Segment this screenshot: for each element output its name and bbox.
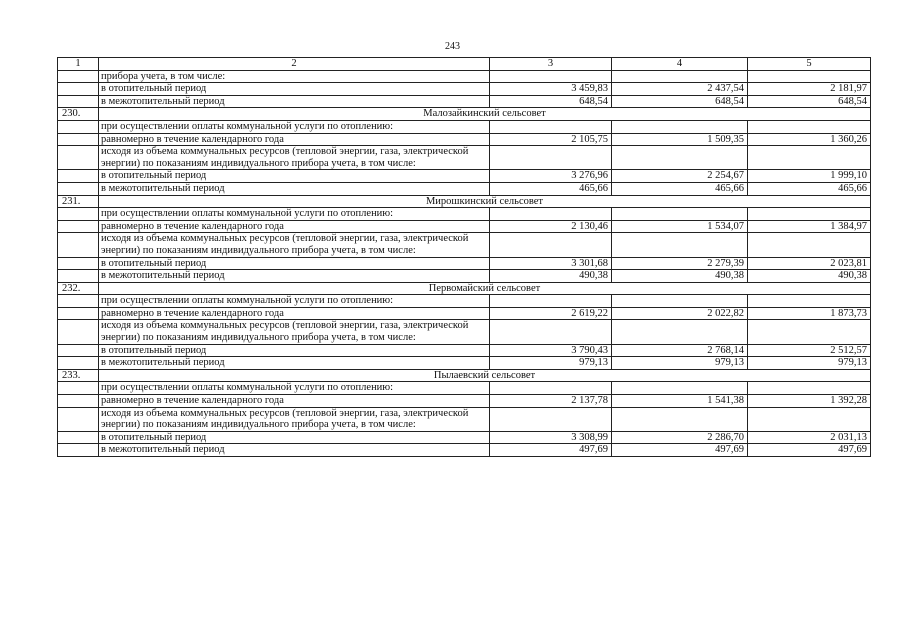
value-col4: 2 279,39 bbox=[612, 257, 748, 270]
column-header-1: 1 bbox=[58, 58, 99, 71]
value-col5: 497,69 bbox=[748, 444, 871, 457]
section-name: Пылаевский сельсовет bbox=[99, 369, 871, 382]
value-col4: 648,54 bbox=[612, 95, 748, 108]
value-col3: 465,66 bbox=[490, 182, 612, 195]
value-col4: 979,13 bbox=[612, 357, 748, 370]
column-header-2: 2 bbox=[99, 58, 490, 71]
value-col3: 3 308,99 bbox=[490, 431, 612, 444]
value-col4: 2 286,70 bbox=[612, 431, 748, 444]
section-name: Малозайкинский сельсовет bbox=[99, 108, 871, 121]
value-col5: 465,66 bbox=[748, 182, 871, 195]
section-number: 230. bbox=[58, 108, 99, 121]
row-label: равномерно в течение календарного года bbox=[99, 395, 490, 408]
metered-label-row bbox=[58, 407, 871, 431]
metered-label: исходя из объема коммунальных ресурсов (тепловой энергии, газа, электрической энергии) по показаниям индивидуального прибора учета, в том числе: bbox=[99, 320, 490, 344]
value-col5: 648,54 bbox=[748, 95, 871, 108]
section-number: 233. bbox=[58, 369, 99, 382]
payment-label: при осуществлении оплаты коммунальной услуги по отоплению: bbox=[99, 382, 490, 395]
row-label: в межотопительный период bbox=[99, 357, 490, 370]
page-number: 243 bbox=[445, 41, 460, 52]
metered-label: исходя из объема коммунальных ресурсов (тепловой энергии, газа, электрической энергии) по показаниям индивидуального прибора учета, в том числе: bbox=[99, 233, 490, 257]
column-header-4: 4 bbox=[612, 58, 748, 71]
section-header-row bbox=[58, 282, 871, 295]
value-col5: 1 392,28 bbox=[748, 395, 871, 408]
heating-period-row bbox=[58, 257, 871, 270]
section-number: 232. bbox=[58, 282, 99, 295]
value-col3: 497,69 bbox=[490, 444, 612, 457]
value-col4: 1 534,07 bbox=[612, 220, 748, 233]
value-col4 bbox=[612, 70, 748, 83]
non-heating-period-row bbox=[58, 357, 871, 370]
table-row bbox=[58, 83, 871, 96]
value-col3: 648,54 bbox=[490, 95, 612, 108]
heating-period-row bbox=[58, 170, 871, 183]
table-header-row bbox=[58, 58, 871, 71]
section-header-row bbox=[58, 195, 871, 208]
value-col3 bbox=[490, 70, 612, 83]
value-col5: 979,13 bbox=[748, 357, 871, 370]
metered-label-row bbox=[58, 320, 871, 344]
value-col5: 2 031,13 bbox=[748, 431, 871, 444]
value-col4: 2 437,54 bbox=[612, 83, 748, 96]
value-col3: 3 301,68 bbox=[490, 257, 612, 270]
section-number: 231. bbox=[58, 195, 99, 208]
value-col4: 465,66 bbox=[612, 182, 748, 195]
section-header-row bbox=[58, 369, 871, 382]
value-col5: 490,38 bbox=[748, 270, 871, 283]
section-name: Первомайский сельсовет bbox=[99, 282, 871, 295]
value-col3: 3 790,43 bbox=[490, 344, 612, 357]
row-label: в межотопительный период bbox=[99, 270, 490, 283]
value-col4: 490,38 bbox=[612, 270, 748, 283]
row-label: равномерно в течение календарного года bbox=[99, 220, 490, 233]
uniform-payment-row bbox=[58, 133, 871, 146]
row-label: равномерно в течение календарного года bbox=[99, 307, 490, 320]
row-label: в отопительный период bbox=[99, 344, 490, 357]
non-heating-period-row bbox=[58, 444, 871, 457]
value-col3: 2 130,46 bbox=[490, 220, 612, 233]
value-col5: 1 999,10 bbox=[748, 170, 871, 183]
value-col3: 2 105,75 bbox=[490, 133, 612, 146]
value-col3: 2 137,78 bbox=[490, 395, 612, 408]
value-col5: 1 384,97 bbox=[748, 220, 871, 233]
row-label: в межотопительный период bbox=[99, 95, 490, 108]
value-col3: 3 459,83 bbox=[490, 83, 612, 96]
uniform-payment-row bbox=[58, 220, 871, 233]
row-label: в межотопительный период bbox=[99, 444, 490, 457]
section-header-row bbox=[58, 108, 871, 121]
metered-label: исходя из объема коммунальных ресурсов (тепловой энергии, газа, электрической энергии) по показаниям индивидуального прибора учета, в том числе: bbox=[99, 146, 490, 170]
metered-label: исходя из объема коммунальных ресурсов (тепловой энергии, газа, электрической энергии) по показаниям индивидуального прибора учета, в том числе: bbox=[99, 407, 490, 431]
row-label: в отопительный период bbox=[99, 170, 490, 183]
metered-label-row bbox=[58, 233, 871, 257]
value-col4: 497,69 bbox=[612, 444, 748, 457]
value-col3: 490,38 bbox=[490, 270, 612, 283]
column-header-3: 3 bbox=[490, 58, 612, 71]
value-col5: 2 023,81 bbox=[748, 257, 871, 270]
value-col4: 2 022,82 bbox=[612, 307, 748, 320]
row-label: в отопительный период bbox=[99, 257, 490, 270]
value-col4: 1 541,38 bbox=[612, 395, 748, 408]
row-label: в отопительный период bbox=[99, 83, 490, 96]
payment-label: при осуществлении оплаты коммунальной услуги по отоплению: bbox=[99, 120, 490, 133]
payment-label-row bbox=[58, 208, 871, 221]
value-col5: 2 181,97 bbox=[748, 83, 871, 96]
value-col3: 2 619,22 bbox=[490, 307, 612, 320]
table-row bbox=[58, 70, 871, 83]
payment-label: при осуществлении оплаты коммунальной услуги по отоплению: bbox=[99, 295, 490, 308]
tariff-table bbox=[57, 57, 871, 457]
heating-period-row bbox=[58, 431, 871, 444]
row-label: в межотопительный период bbox=[99, 182, 490, 195]
value-col5: 1 360,26 bbox=[748, 133, 871, 146]
payment-label: при осуществлении оплаты коммунальной услуги по отоплению: bbox=[99, 208, 490, 221]
table-row bbox=[58, 95, 871, 108]
row-label: равномерно в течение календарного года bbox=[99, 133, 490, 146]
metered-label-row bbox=[58, 146, 871, 170]
heating-period-row bbox=[58, 344, 871, 357]
payment-label-row bbox=[58, 120, 871, 133]
uniform-payment-row bbox=[58, 307, 871, 320]
payment-label-row bbox=[58, 382, 871, 395]
value-col5 bbox=[748, 70, 871, 83]
value-col5: 2 512,57 bbox=[748, 344, 871, 357]
column-header-5: 5 bbox=[748, 58, 871, 71]
uniform-payment-row bbox=[58, 395, 871, 408]
non-heating-period-row bbox=[58, 182, 871, 195]
value-col5: 1 873,73 bbox=[748, 307, 871, 320]
section-name: Мирошкинский сельсовет bbox=[99, 195, 871, 208]
value-col4: 2 254,67 bbox=[612, 170, 748, 183]
non-heating-period-row bbox=[58, 270, 871, 283]
row-label: в отопительный период bbox=[99, 431, 490, 444]
row-label: прибора учета, в том числе: bbox=[99, 70, 490, 83]
value-col4: 1 509,35 bbox=[612, 133, 748, 146]
value-col3: 979,13 bbox=[490, 357, 612, 370]
value-col3: 3 276,96 bbox=[490, 170, 612, 183]
payment-label-row bbox=[58, 295, 871, 308]
value-col4: 2 768,14 bbox=[612, 344, 748, 357]
